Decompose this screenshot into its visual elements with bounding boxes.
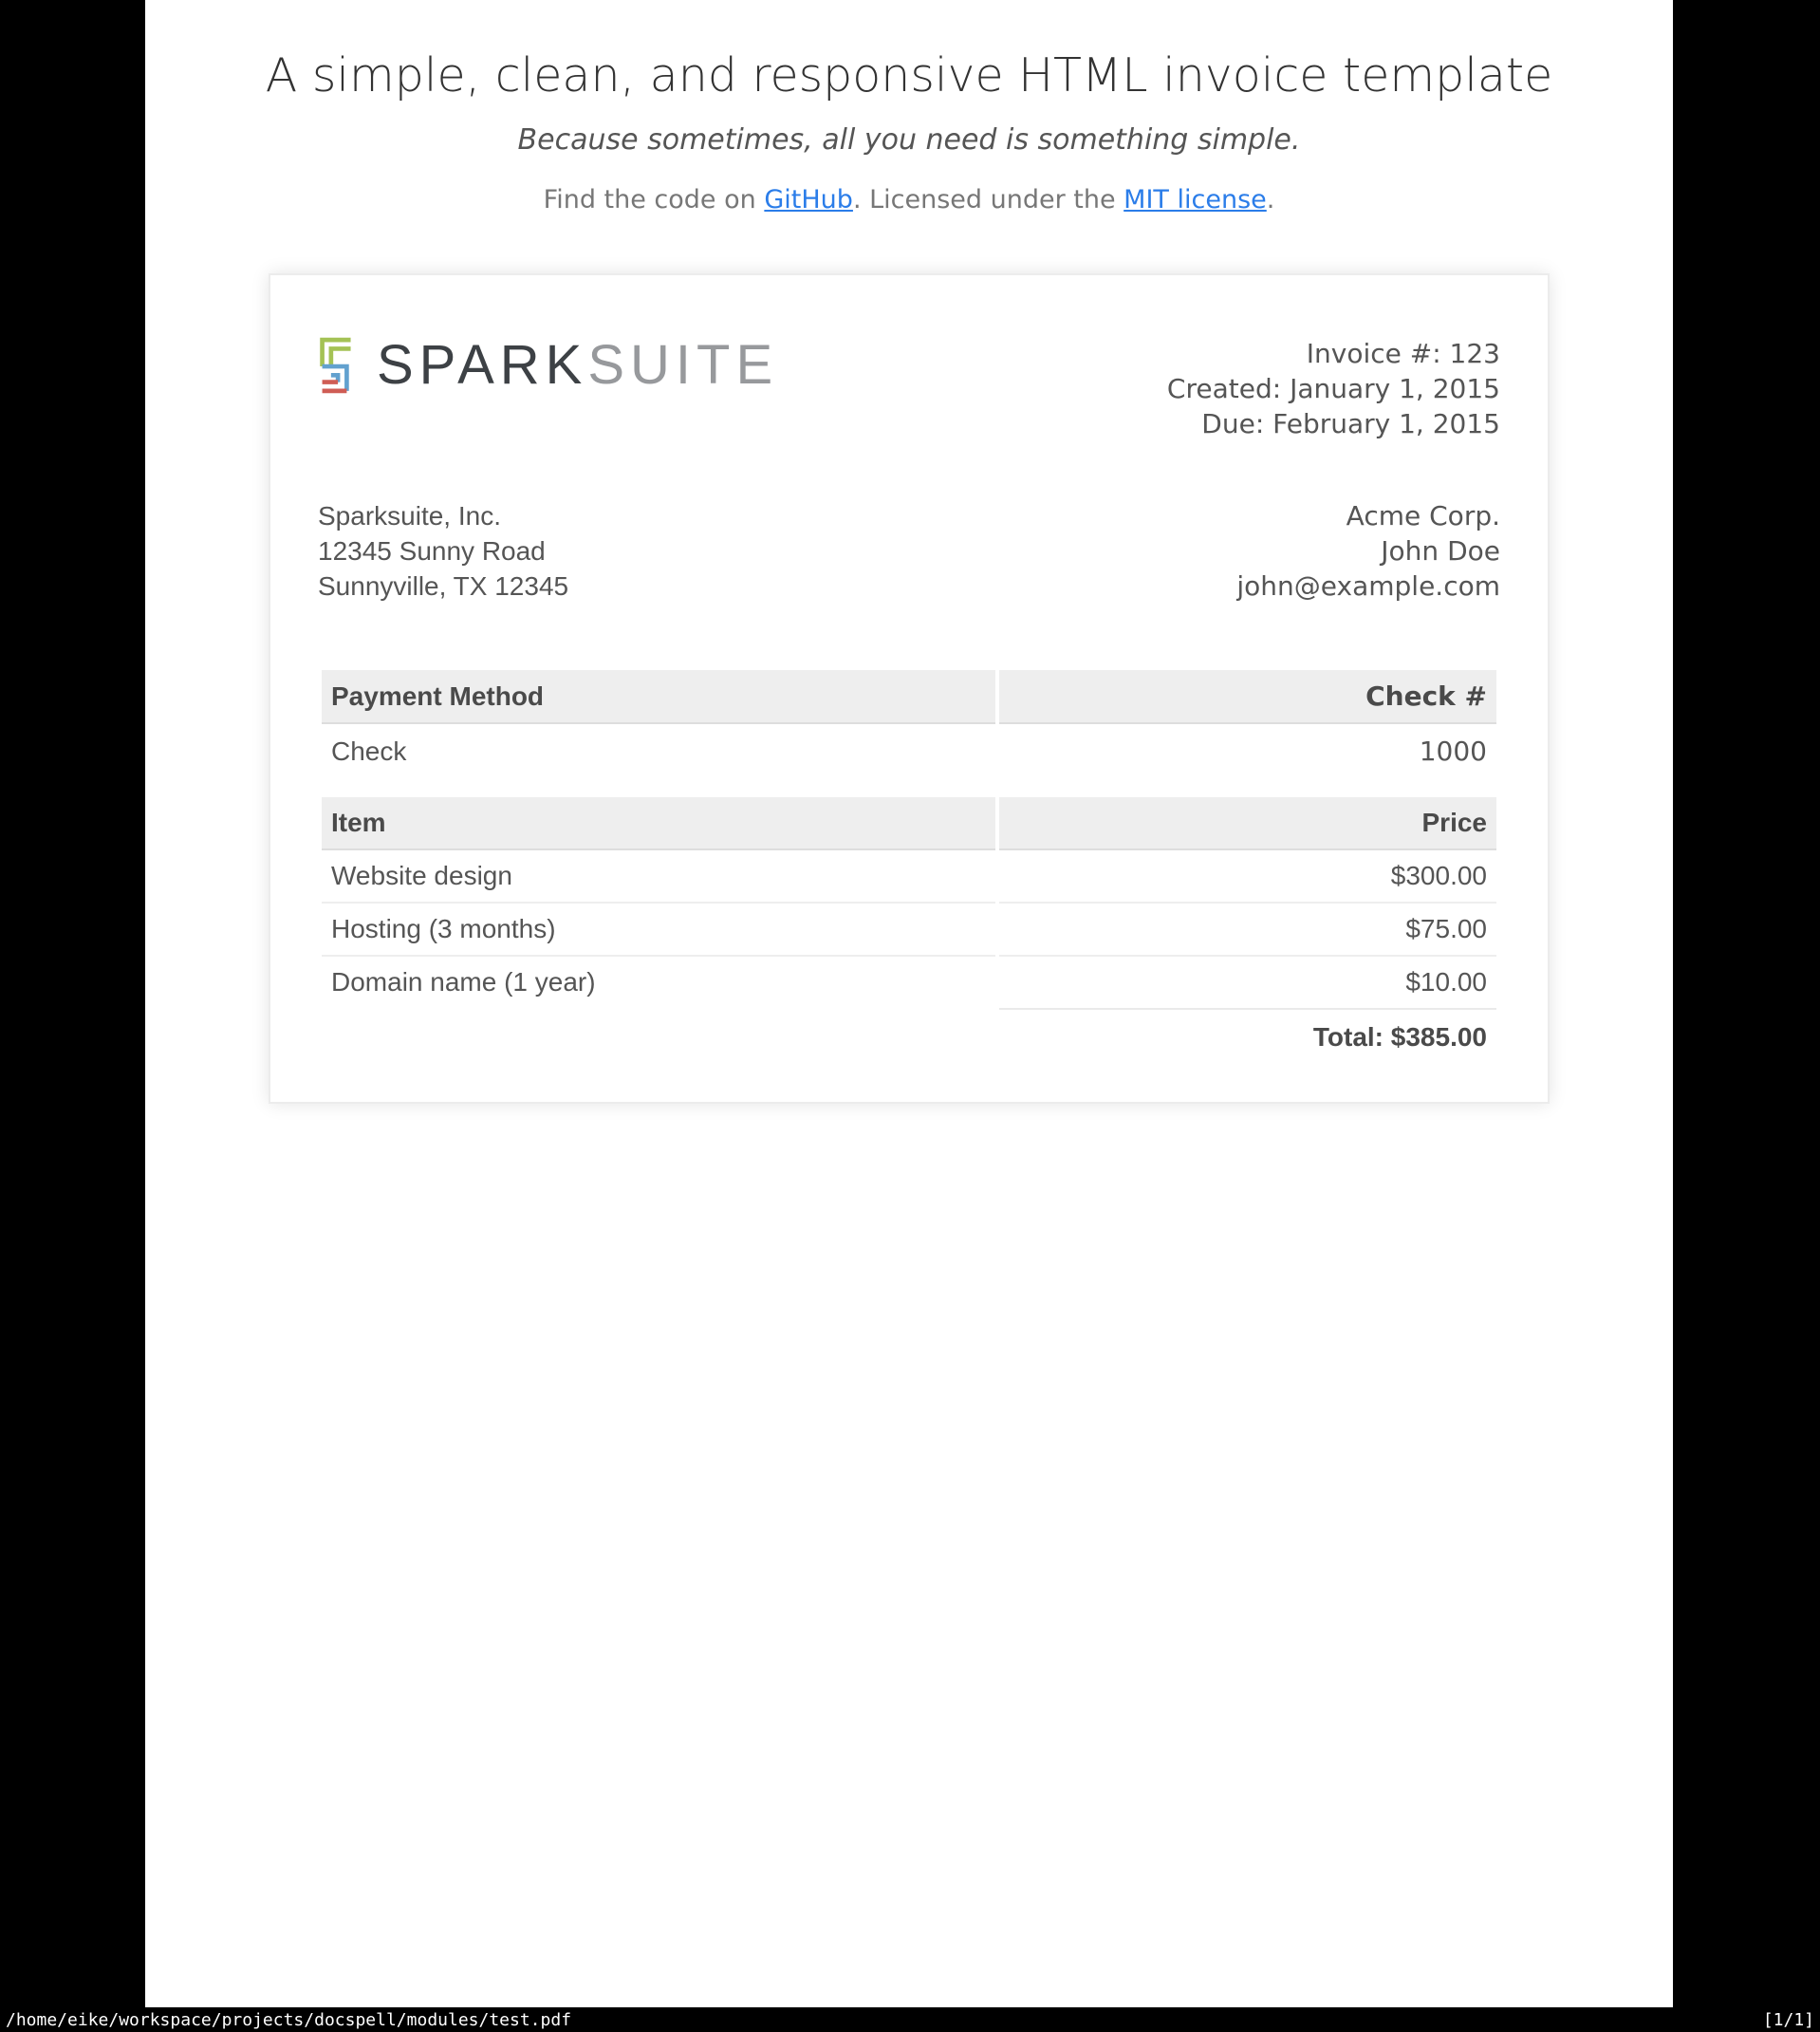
invoice-addresses-row: [318, 498, 1500, 604]
item-price: $300.00: [999, 850, 1496, 904]
payment-method-value: Check: [331, 736, 407, 766]
from-company: Sparksuite, Inc.: [318, 501, 501, 531]
invoice-created-date: Created: January 1, 2015: [1166, 373, 1500, 404]
invoice-meta: [1167, 336, 1500, 441]
items-header-row: [322, 797, 1496, 850]
invoice-total: Total: $385.00: [999, 1008, 1496, 1065]
billing-to-address: [1236, 498, 1500, 604]
payment-method-header: Payment Method: [322, 670, 995, 724]
logo-wordmark-secondary: SUITE: [587, 334, 779, 396]
item-name: Website design: [322, 850, 995, 904]
sparksuite-logo: [318, 336, 778, 395]
item-row: [322, 850, 1496, 904]
item-price: $75.00: [999, 904, 1496, 957]
to-email: john@example.com: [1236, 570, 1500, 602]
invoice-number: Invoice #: 123: [1306, 338, 1500, 369]
check-number-header: Check #: [999, 670, 1496, 724]
invoice-due-date: Due: February 1, 2015: [1201, 408, 1500, 439]
item-header: Item: [322, 797, 995, 850]
github-link[interactable]: GitHub: [764, 185, 853, 214]
intro-text-middle: . Licensed under the: [852, 185, 1124, 214]
price-header: Price: [999, 797, 1496, 850]
intro-text-suffix: .: [1266, 185, 1275, 214]
item-row: [322, 904, 1496, 957]
to-company: Acme Corp.: [1346, 500, 1500, 531]
payment-method-header-row: [322, 670, 1496, 724]
status-file-path: /home/eike/workspace/projects/docspell/modules/test.pdf: [6, 2009, 572, 2030]
item-name: Domain name (1 year): [331, 967, 596, 997]
from-street: 12345 Sunny Road: [318, 536, 546, 566]
page-title: A simple, clean, and responsive HTML invoice template: [265, 48, 1553, 103]
sparksuite-logo-icon: [318, 336, 352, 395]
status-page-indicator: [1/1]: [1762, 2009, 1814, 2030]
item-name: Hosting (3 months): [322, 904, 995, 957]
pdf-page: [145, 0, 1673, 2007]
total-row: [322, 1008, 1496, 1065]
billing-from-address: [318, 498, 568, 604]
invoice-box: [269, 273, 1550, 1104]
logo-wordmark-primary: SPARK: [377, 334, 588, 396]
intro-text-prefix: Find the code on: [543, 185, 765, 214]
invoice-table: [318, 670, 1500, 1065]
item-row: [322, 957, 1496, 1008]
mit-license-link[interactable]: MIT license: [1124, 185, 1267, 214]
logo-wordmark: [377, 334, 779, 396]
item-price: $10.00: [1405, 967, 1487, 997]
payment-method-row: [322, 724, 1496, 797]
to-name: John Doe: [1381, 535, 1500, 567]
intro-link-line: [145, 185, 1673, 214]
invoice-header-row: [318, 336, 1500, 441]
check-number-value: 1000: [1419, 736, 1487, 767]
from-city: Sunnyville, TX 12345: [318, 571, 569, 601]
page-subtitle: Because sometimes, all you need is something simple.: [517, 123, 1301, 157]
status-bar: [0, 2007, 1820, 2032]
